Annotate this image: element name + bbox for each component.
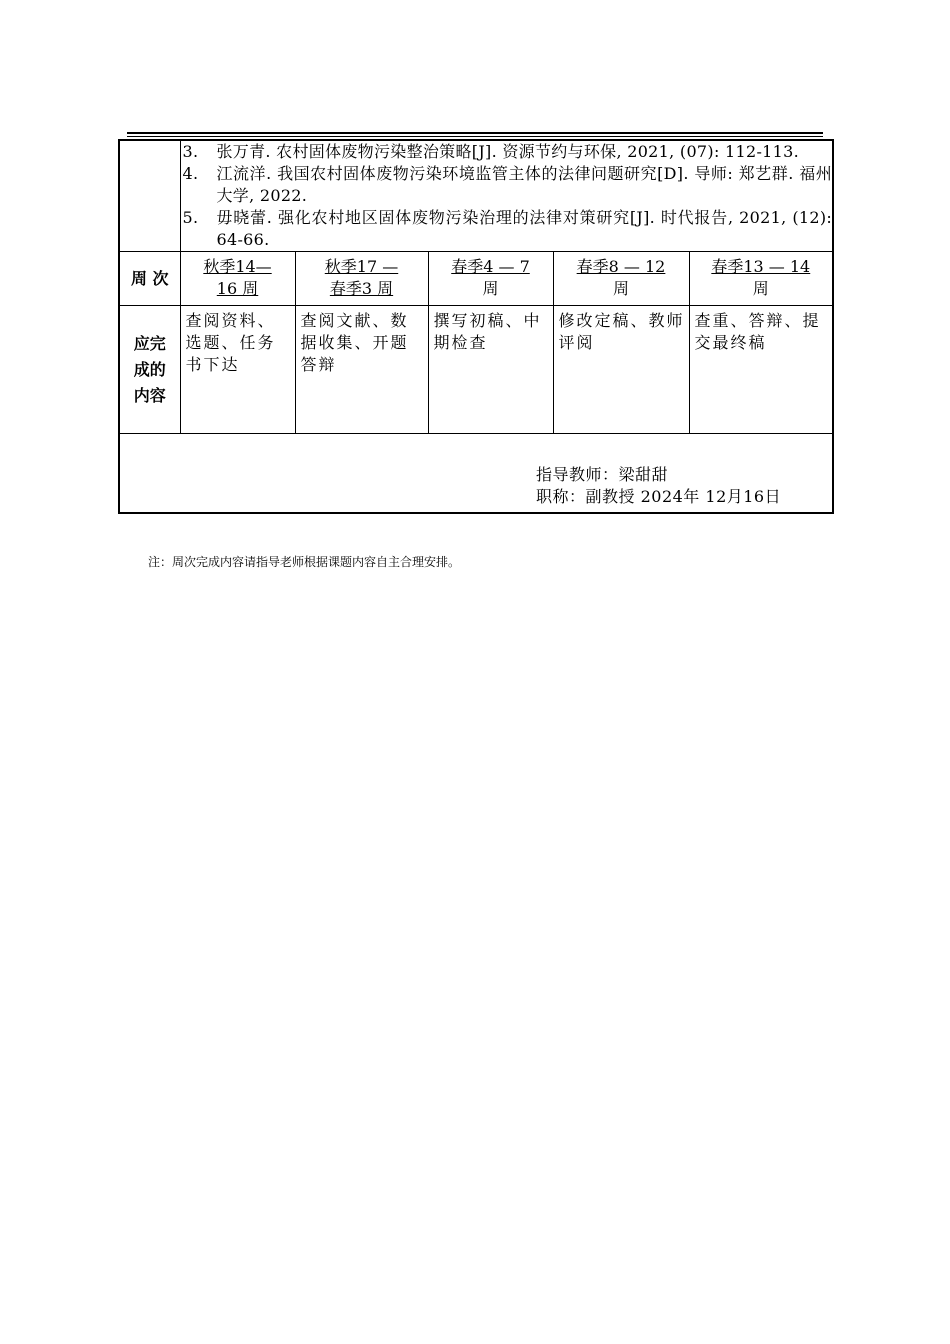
week-range-line1: 秋季14— bbox=[203, 257, 272, 276]
content-row bbox=[119, 306, 833, 434]
reference-text: 张万青. 农村固体废物污染整治策略[J]. 资源节约与环保, 2021, (07): 112-113. bbox=[216, 142, 799, 161]
signature-block bbox=[536, 464, 781, 508]
week-label: 周 次 bbox=[119, 252, 180, 306]
references-cell bbox=[180, 140, 833, 252]
reference-number: 3. bbox=[182, 142, 199, 161]
advisor-name: 指导教师：梁甜甜 bbox=[536, 465, 669, 484]
references-label-cell bbox=[119, 140, 180, 252]
content-label: 应完成的内容 bbox=[119, 306, 180, 434]
top-double-rule bbox=[127, 132, 823, 134]
week-range-line2: 周 bbox=[482, 279, 499, 298]
content-cell: 查阅文献、数据收集、开题答辩 bbox=[295, 306, 428, 434]
reference-item bbox=[181, 207, 833, 251]
reference-number: 5. bbox=[182, 208, 199, 227]
week-range-line2: 春季3 周 bbox=[329, 279, 394, 298]
week-range-line2: 周 bbox=[612, 279, 629, 298]
week-range-line2: 16 周 bbox=[216, 279, 259, 298]
week-range-line1: 春季8 — 12 bbox=[576, 257, 666, 276]
reference-item bbox=[181, 141, 833, 163]
content-cell: 撰写初稿、中期检查 bbox=[428, 306, 553, 434]
reference-text: 江流洋. 我国农村固体废物污染环境监管主体的法律问题研究[D]. 导师: 郑艺群. 福州大学, 2022. bbox=[216, 164, 833, 205]
week-cell bbox=[295, 252, 428, 306]
content-cell: 查阅资料、选题、任务书下达 bbox=[180, 306, 295, 434]
week-range-line1: 秋季17 — bbox=[324, 257, 399, 276]
content-cell: 查重、答辩、提交最终稿 bbox=[689, 306, 833, 434]
signature-cell bbox=[119, 434, 833, 514]
references-row bbox=[119, 140, 833, 252]
reference-text: 毋晓蕾. 强化农村地区固体废物污染治理的法律对策研究[J]. 时代报告, 2021, (12): 64-66. bbox=[216, 208, 833, 249]
reference-item bbox=[181, 163, 833, 207]
week-cell bbox=[428, 252, 553, 306]
week-range-line1: 春季13 — 14 bbox=[711, 257, 811, 276]
week-cell bbox=[180, 252, 295, 306]
reference-number: 4. bbox=[182, 164, 199, 183]
week-cell bbox=[553, 252, 689, 306]
week-range-line2: 周 bbox=[752, 279, 769, 298]
content-cell: 修改定稿、教师评阅 bbox=[553, 306, 689, 434]
footnote: 注：周次完成内容请指导老师根据课题内容自主合理安排。 bbox=[148, 555, 461, 569]
advisor-title-date: 职称：副教授 2024年 12月16日 bbox=[536, 487, 782, 506]
week-range-line1: 春季4 — 7 bbox=[451, 257, 530, 276]
week-row bbox=[119, 252, 833, 306]
week-cell bbox=[689, 252, 833, 306]
top-double-rule-inner bbox=[127, 136, 823, 137]
task-form-table bbox=[118, 139, 834, 514]
signature-row bbox=[119, 434, 833, 514]
